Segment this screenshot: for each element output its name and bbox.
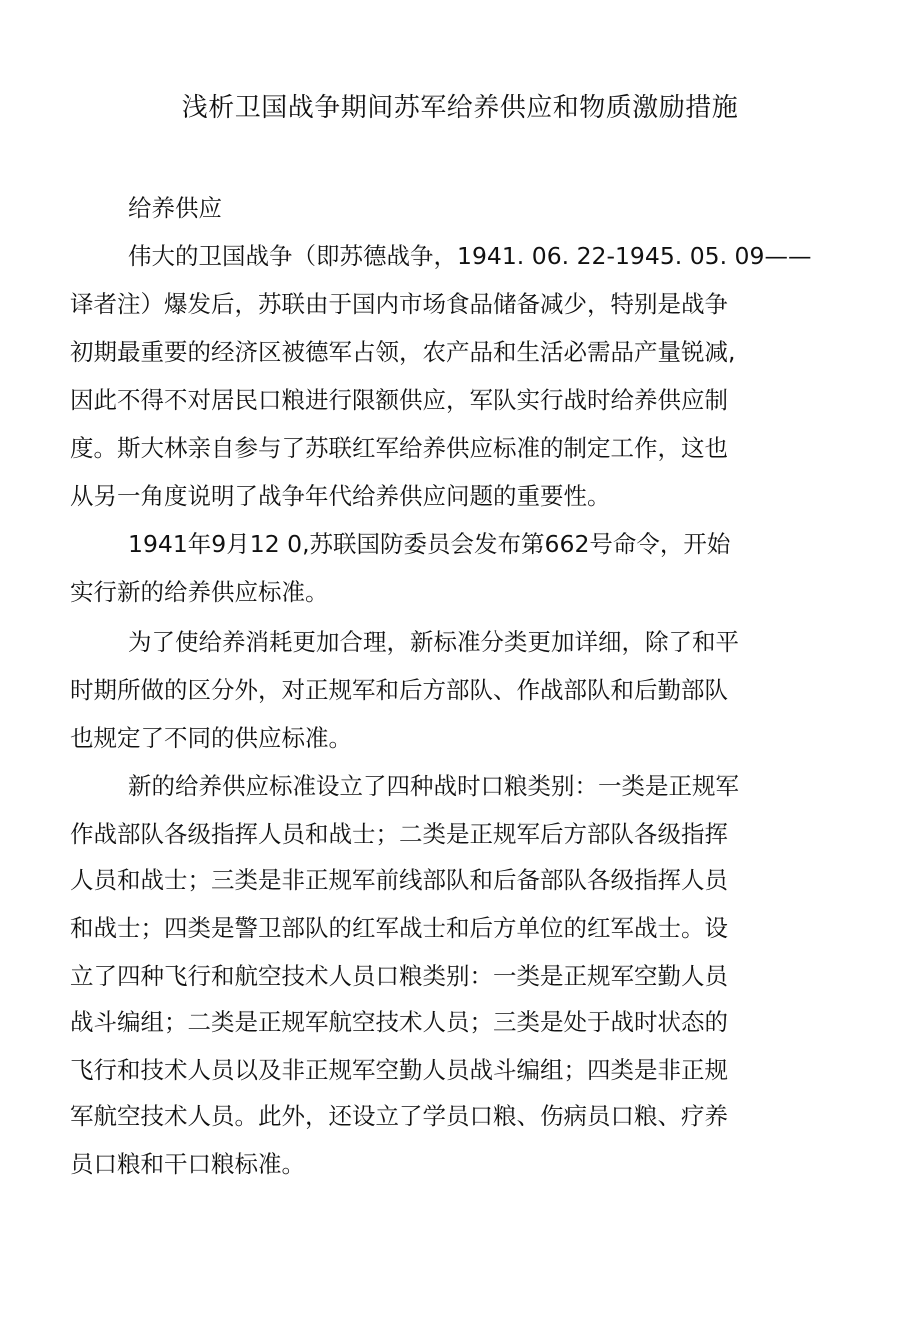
section-heading: 给养供应 — [128, 194, 222, 222]
paragraph-line: 人员和战士；三类是非正规军前线部队和后备部队各级指挥人员 — [70, 866, 728, 894]
paragraph-line: 也规定了不同的供应标准。 — [70, 724, 352, 752]
paragraph-line: 度。斯大林亲自参与了苏联红军给养供应标准的制定工作，这也 — [70, 434, 728, 462]
paragraph-line: 和战士；四类是警卫部队的红军战士和后方单位的红军战士。设 — [70, 914, 728, 942]
document-title: 浅析卫国战争期间苏军给养供应和物质激励措施 — [181, 93, 739, 123]
paragraph-line: 战斗编组；二类是正规军航空技术人员；三类是处于战时状态的 — [70, 1008, 728, 1036]
paragraph-line: 从另一角度说明了战争年代给养供应问题的重要性。 — [70, 482, 611, 510]
paragraph-line: 伟大的卫国战争（即苏德战争，1941. 06. 22-1945. 05. 09—— — [128, 242, 812, 270]
paragraph-line: 员口粮和干口粮标准。 — [70, 1150, 305, 1178]
paragraph-line: 飞行和技术人员以及非正规军空勤人员战斗编组；四类是非正规 — [70, 1056, 728, 1084]
paragraph-line: 为了使给养消耗更加合理，新标准分类更加详细，除了和平 — [128, 628, 739, 656]
paragraph-line: 作战部队各级指挥人员和战士；二类是正规军后方部队各级指挥 — [70, 820, 728, 848]
paragraph-line: 1941年9月12 0,苏联国防委员会发布第662号命令，开始 — [128, 530, 731, 558]
paragraph-line: 新的给养供应标准设立了四种战时口粮类别：一类是正规军 — [128, 772, 739, 800]
paragraph-line: 军航空技术人员。此外，还设立了学员口粮、伤病员口粮、疗养 — [70, 1102, 728, 1130]
paragraph-line: 时期所做的区分外，对正规军和后方部队、作战部队和后勤部队 — [70, 676, 728, 704]
paragraph-line: 译者注）爆发后，苏联由于国内市场食品储备减少，特别是战争 — [70, 290, 728, 318]
paragraph-line: 因此不得不对居民口粮进行限额供应，军队实行战时给养供应制 — [70, 386, 728, 414]
paragraph-line: 实行新的给养供应标准。 — [70, 578, 329, 606]
paragraph-line: 初期最重要的经济区被德军占领，农产品和生活必需品产量锐减, — [70, 338, 736, 366]
paragraph-line: 立了四种飞行和航空技术人员口粮类别：一类是正规军空勤人员 — [70, 962, 728, 990]
